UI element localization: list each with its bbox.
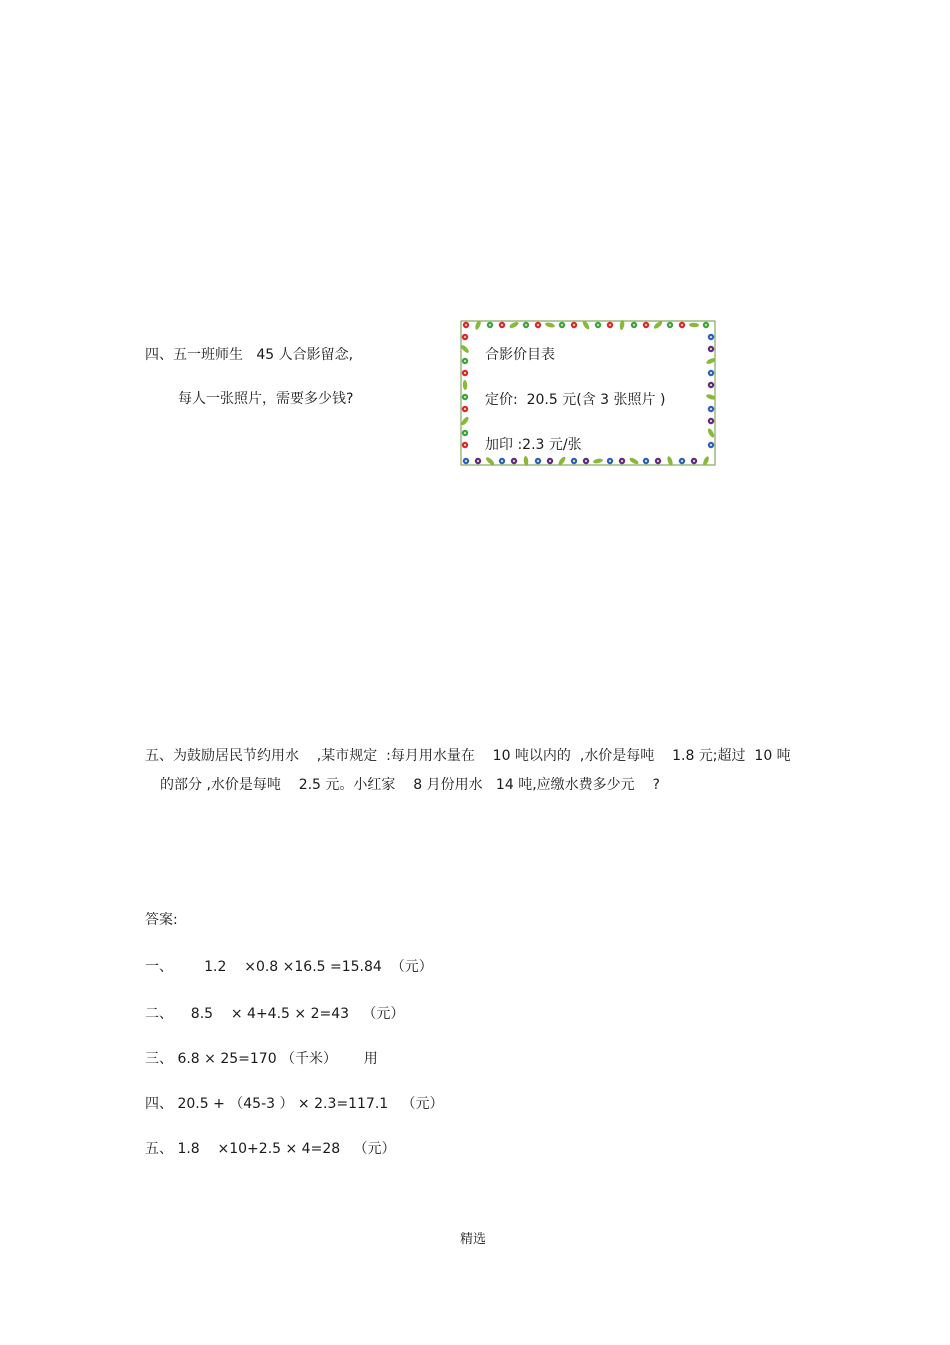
answer-item-1: 一、 1.2 ×0.8 ×16.5 =15.84 （元） <box>145 959 433 975</box>
price-card-extra: 加印 :2.3 元/张 <box>485 437 582 453</box>
price-card <box>458 318 718 468</box>
footer-text: 精选 <box>460 1232 487 1247</box>
answer-item-4: 四、 20.5 + （45-3 ） × 2.3=117.1 （元） <box>145 1096 444 1112</box>
answer-item-5: 五、 1.8 ×10+2.5 × 4=28 （元） <box>145 1141 396 1157</box>
answers-heading: 答案: <box>145 912 178 928</box>
answer-item-2: 二、 8.5 × 4+4.5 × 2=43 （元） <box>145 1006 405 1022</box>
answer-item-3: 三、 6.8 × 25=170 （千米） 用 <box>145 1051 378 1067</box>
problem-4-line-1: 四、五一班师生 45 人合影留念, <box>145 347 354 363</box>
problem-5-line-1: 五、为鼓励居民节约用水 ,某市规定 :每月用水量在 10 吨以内的 ,水价是每吨 1.8 元;超过 10 吨 <box>145 748 791 764</box>
problem-5-line-2: 的部分 ,水价是每吨 2.5 元。小红家 8 月份用水 14 吨,应缴水费多少元 ? <box>160 777 660 793</box>
problem-4-line-2: 每人一张照片，需要多少钱? <box>178 391 354 407</box>
price-card-title: 合影价目表 <box>485 347 555 363</box>
price-card-price: 定价: 20.5 元(含 3 张照片 ) <box>485 392 666 408</box>
